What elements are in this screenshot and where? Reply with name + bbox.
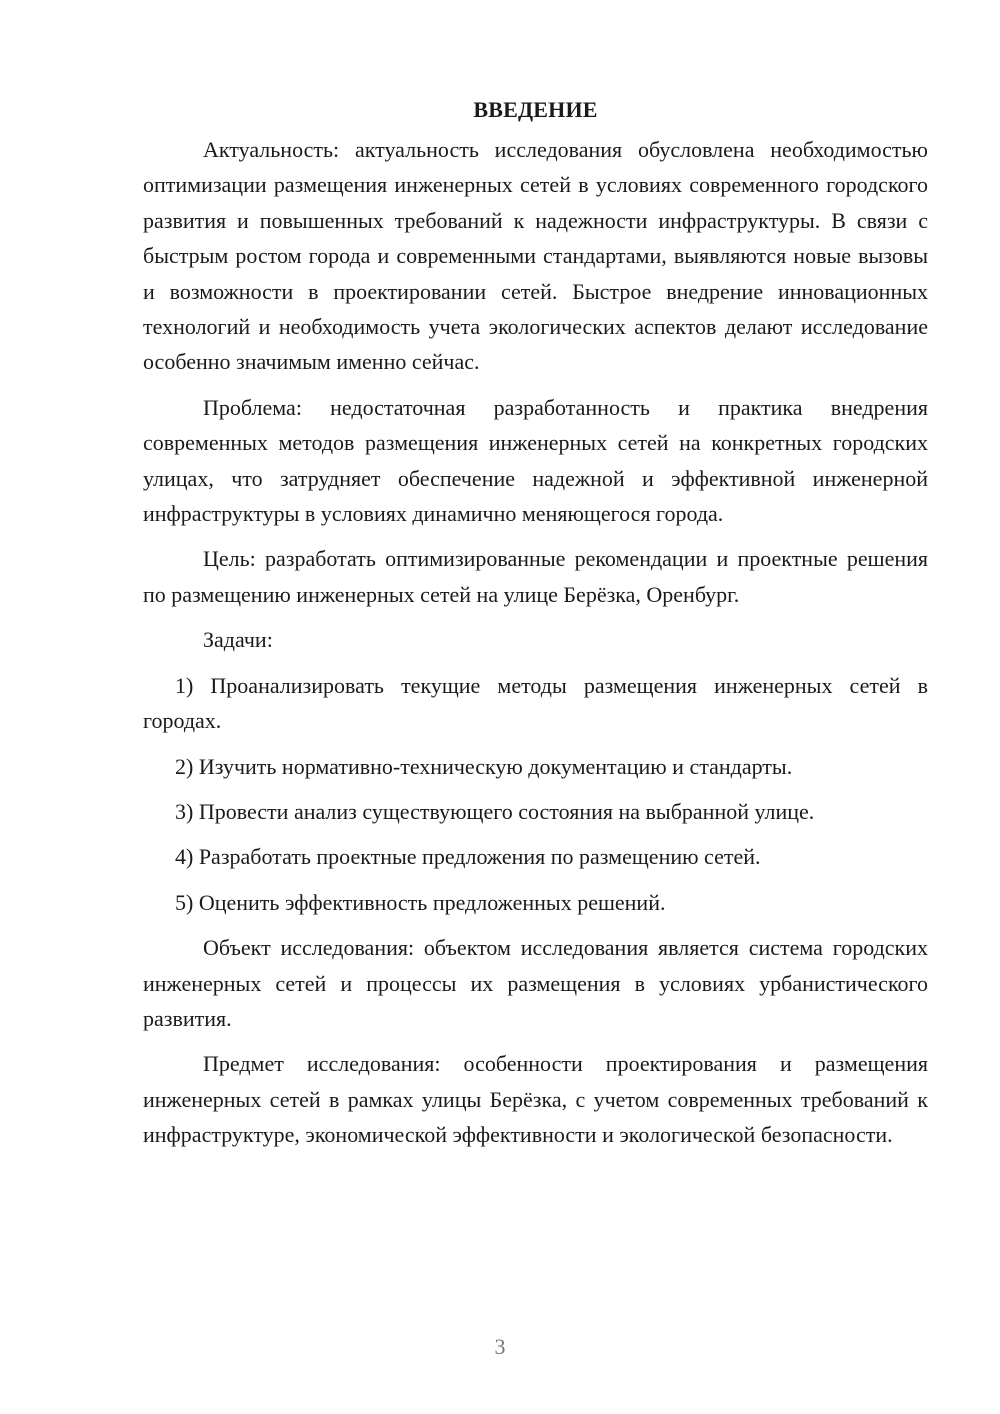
page-title: ВВЕДЕНИЕ [473,97,598,122]
page-number: 3 [494,1334,506,1359]
document-page [143,92,928,1153]
object-paragraph: Объект исследования: объектом исследования является система городских инженерных сетей и процессы их размещения в условиях урбанистического развития. [143,935,928,1031]
tasks-label: Задачи: [203,627,273,653]
goal-paragraph: Цель: разработать оптимизированные рекомендации и проектные решения по размещению инженерных сетей на улице Берёзка, Оренбург. [143,546,928,607]
task-item-2: 2) Изучить нормативно-техническую документацию и стандарты. [175,753,793,779]
task-item-3: 3) Провести анализ существующего состояния на выбранной улице. [175,798,815,824]
subject-paragraph: Предмет исследования: особенности проектирования и размещения инженерных сетей в рамках улицы Берёзка, с учетом современных требований к инфраструктуре, экономической эффективности и экологической безопасности. [143,1051,928,1148]
problem-paragraph: Проблема: недостаточная разработанность и практика внедрения современных методов размещения инженерных сетей на конкретных городских улицах, что затрудняет обеспечение надежной и эффективной инженерной инфраструктуры в условиях динамично меняющегося города. [143,394,928,527]
task-item-1: 1) Проанализировать текущие методы размещения инженерных сетей в городах. [143,672,928,734]
task-item-4: 4) Разработать проектные предложения по размещению сетей. [175,844,761,870]
relevance-paragraph: Актуальность: актуальность исследования обусловлена необходимостью оптимизации размещения инженерных сетей в условиях современного городского развития и повышенных требований к надежности инфраструктуры. В связи с быстрым ростом города и современными стандартами, выявляются новые вызовы и возможности в проектировании сетей. Быстрое внедрение инновационных технологий и необходимость учета экологических аспектов делают исследование особенно значимым именно сейчас. [143,137,928,375]
task-item-5: 5) Оценить эффективность предложенных решений. [175,889,666,915]
